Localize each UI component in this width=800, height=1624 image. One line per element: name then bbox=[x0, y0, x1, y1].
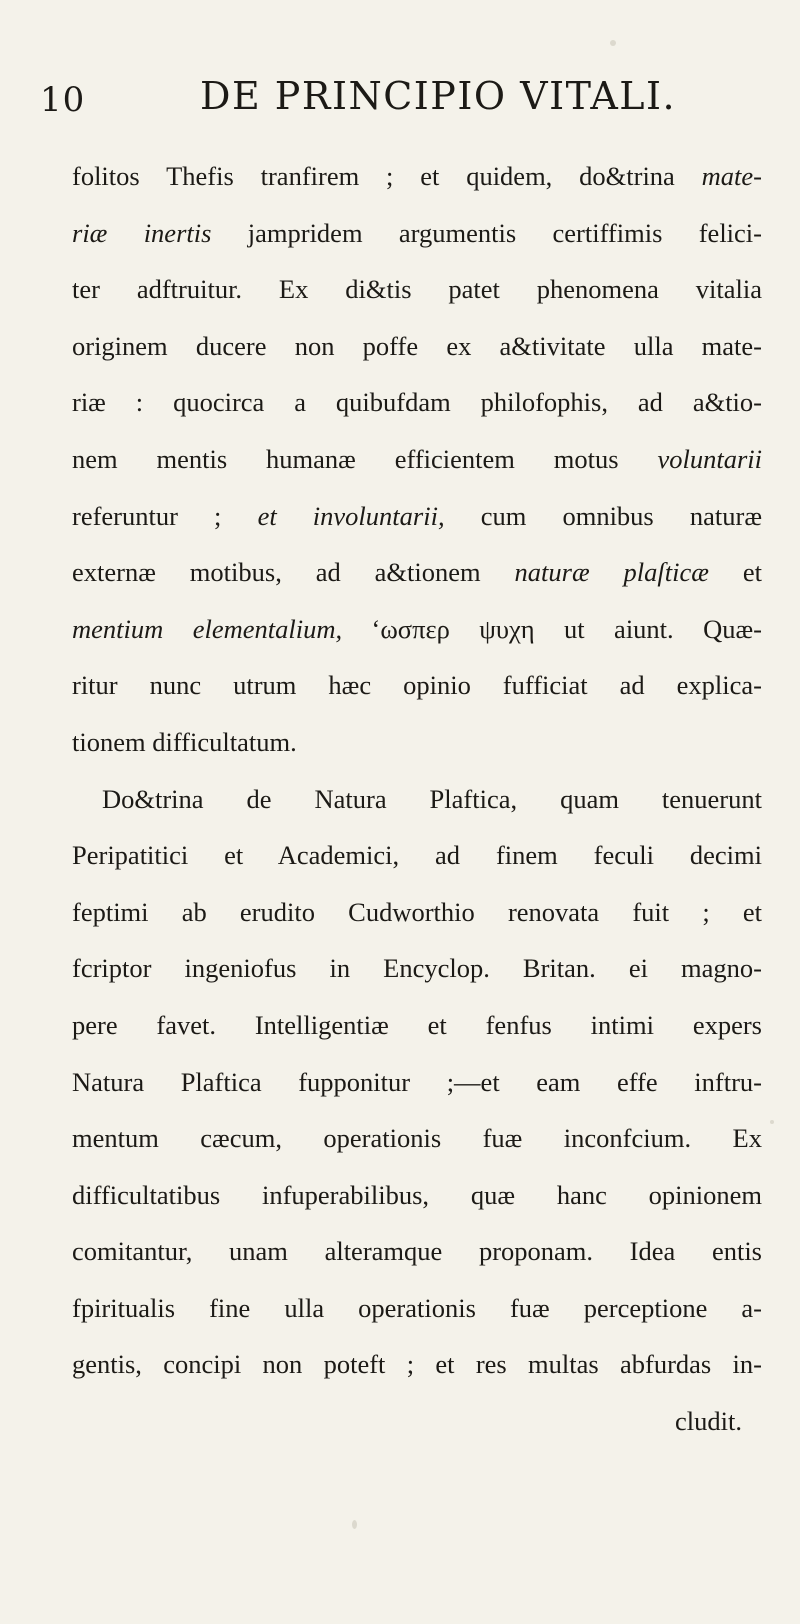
page-header bbox=[40, 74, 760, 124]
text-run: mentum cæcum, operationis fuæ inconfcium. Ex bbox=[72, 1123, 762, 1154]
text-run: Peripatitici et Academici, ad finem feculi decimi bbox=[72, 840, 762, 871]
text-line bbox=[72, 261, 762, 318]
text-line bbox=[72, 1110, 762, 1167]
text-run: pere favet. Intelligentiæ et fenfus intimi expers bbox=[72, 1009, 762, 1040]
text-line bbox=[72, 1054, 762, 1111]
text-line bbox=[72, 940, 762, 997]
paper-speck bbox=[770, 1120, 774, 1124]
text-line bbox=[72, 884, 762, 941]
text-line bbox=[72, 488, 762, 545]
text-run: tionem difficultatum. bbox=[72, 726, 297, 757]
catchword: cludit. bbox=[675, 1406, 742, 1437]
text-run: et bbox=[708, 557, 762, 588]
body-text bbox=[72, 148, 762, 1450]
text-run: originem ducere non poffe ex a&tivitate ulla mate- bbox=[72, 330, 762, 361]
text-run: referuntur ; bbox=[72, 500, 258, 531]
italic-text: et involuntarii, bbox=[257, 500, 445, 531]
paper-speck bbox=[610, 40, 616, 46]
text-line bbox=[72, 431, 762, 488]
text-run: Natura Plaftica fupponitur ;—et eam effe inftru- bbox=[72, 1066, 762, 1097]
text-run: ‘ωσπερ ψυχη ut aiunt. Quæ- bbox=[342, 613, 762, 644]
text-run: comitantur, unam alteramque proponam. Idea entis bbox=[72, 1236, 762, 1267]
text-line bbox=[72, 1336, 762, 1393]
text-line bbox=[72, 997, 762, 1054]
text-line bbox=[72, 1167, 762, 1224]
text-run: jampridem argumentis certiffimis felici- bbox=[211, 217, 762, 248]
page-number: 10 bbox=[40, 80, 86, 120]
italic-text: mentium elementalium, bbox=[72, 613, 343, 644]
text-run: fpiritualis fine ulla operationis fuæ perceptione a- bbox=[72, 1292, 762, 1323]
text-line bbox=[72, 205, 762, 262]
text-line bbox=[72, 148, 762, 205]
text-line bbox=[72, 714, 762, 771]
text-line bbox=[72, 657, 762, 714]
text-run: Do&trina de Natura Plaftica, quam tenuerunt bbox=[102, 783, 762, 814]
italic-text: mate- bbox=[701, 161, 762, 191]
text-line bbox=[72, 827, 762, 884]
text-run: gentis, concipi non poteft ; et res multas abfurdas in- bbox=[72, 1349, 762, 1380]
italic-text: riæ inertis bbox=[72, 217, 212, 248]
text-line bbox=[72, 318, 762, 375]
text-line bbox=[72, 771, 762, 828]
paper-speck bbox=[352, 1520, 357, 1529]
text-run: externæ motibus, ad a&tionem bbox=[72, 557, 515, 588]
text-run: riæ : quocirca a quibufdam philofophis, ad a&tio- bbox=[72, 387, 762, 418]
text-run: folitos Thefis tranfirem ; et quidem, do&trina bbox=[72, 161, 702, 191]
italic-text: naturæ plaſticæ bbox=[514, 557, 709, 588]
text-run: ritur nunc utrum hæc opinio fufficiat ad explica- bbox=[72, 670, 762, 701]
text-run: cum omnibus naturæ bbox=[444, 500, 762, 531]
running-title: DE PRINCIPIO VITALI. bbox=[200, 74, 677, 118]
text-run: fcriptor ingeniofus in Encyclop. Britan. ei magno- bbox=[72, 953, 762, 984]
text-line bbox=[72, 1280, 762, 1337]
text-run: nem mentis humanæ efficientem motus bbox=[72, 443, 658, 474]
text-line bbox=[72, 374, 762, 431]
italic-text: voluntarii bbox=[657, 443, 762, 474]
text-line bbox=[72, 601, 762, 658]
text-line bbox=[72, 1223, 762, 1280]
text-run: feptimi ab erudito Cudworthio renovata fuit ; et bbox=[72, 896, 762, 927]
text-run: ter adftruitur. Ex di&tis patet phenomena vitalia bbox=[72, 274, 762, 305]
text-run: difficultatibus infuperabilibus, quæ hanc opinionem bbox=[72, 1179, 762, 1210]
text-line bbox=[72, 544, 762, 601]
